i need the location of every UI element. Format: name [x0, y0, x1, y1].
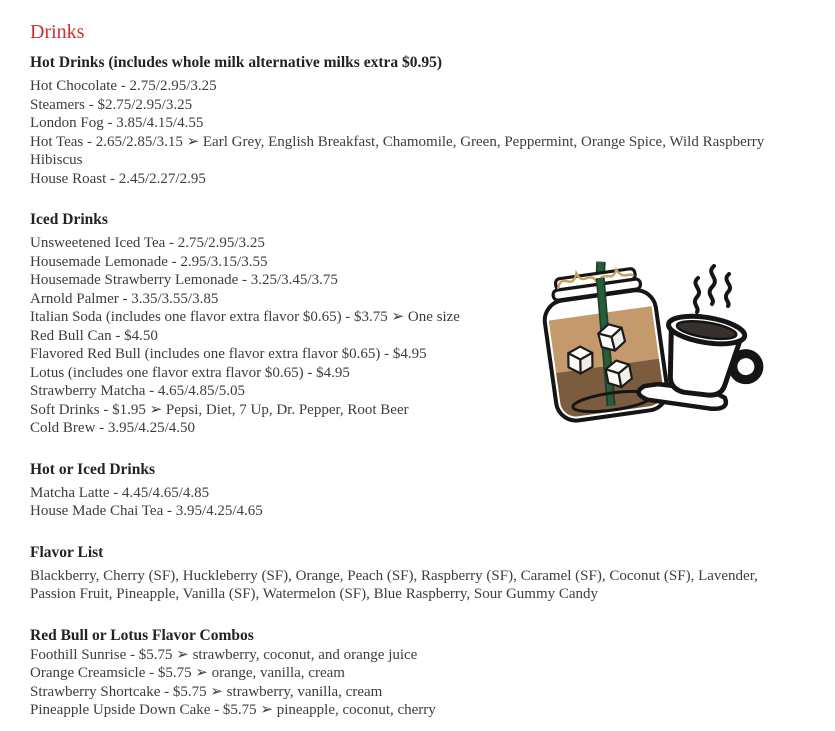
menu-item: Red Bull Can - $4.50 [30, 327, 158, 344]
menu-section [30, 210, 805, 438]
menu-item: Italian Soda (includes one flavor extra flavor $0.65) - $3.75 ➢ One size [30, 309, 460, 325]
menu-item: House Roast - 2.45/2.27/2.95 [30, 170, 206, 187]
menu-item: House Made Chai Tea - 3.95/4.25/4.65 [30, 503, 263, 519]
menu-item: Steamers - $2.75/2.95/3.25 [30, 96, 193, 113]
menu-item: Pineapple Upside Down Cake - $5.75 ➢ pineapple, coconut, cherry [30, 702, 436, 718]
menu-item: Cold Brew - 3.95/4.25/4.50 [30, 420, 195, 436]
menu-section [30, 626, 805, 720]
menu-item: Lotus (includes one flavor extra flavor $0.65) - $4.95 [30, 364, 350, 381]
menu-section [30, 460, 805, 521]
menu-item: Blackberry, Cherry (SF), Huckleberry (SF), Orange, Peach (SF), Raspberry (SF), Caramel (SF), Coconut (SF), Lavender, Passion Fruit, Pineapple, Vanilla (SF), Watermelon (SF), Blue Raspberry, Sour Gummy Candy [30, 567, 758, 602]
menu-item: Arnold Palmer - 3.35/3.55/3.85 [30, 290, 219, 307]
menu-item: London Fog - 3.85/4.15/4.55 [30, 115, 204, 131]
section-heading: Iced Drinks [30, 211, 108, 228]
menu-item: Strawberry Matcha - 4.65/4.85/5.05 [30, 383, 245, 399]
section-heading: Hot Drinks (includes whole milk alternative milks extra $0.95) [30, 54, 443, 71]
menu-item: Matcha Latte - 4.45/4.65/4.85 [30, 484, 210, 501]
menu-item: Flavored Red Bull (includes one flavor extra flavor $0.65) - $4.95 [30, 346, 427, 362]
section-heading: Hot or Iced Drinks [30, 460, 156, 478]
page-title: Drinks [30, 21, 85, 43]
section-heading: Flavor List [30, 543, 104, 561]
menu-item: Foothill Sunrise - $5.75 ➢ strawberry, coconut, and orange juice [30, 646, 418, 663]
menu-item: Strawberry Shortcake - $5.75 ➢ strawberry, vanilla, cream [30, 683, 383, 700]
menu-sections [30, 53, 805, 720]
menu-item: Housemade Strawberry Lemonade - 3.25/3.45/3.75 [30, 272, 338, 288]
section-heading: Red Bull or Lotus Flavor Combos [30, 626, 254, 644]
menu-section [30, 543, 805, 604]
menu-item: Orange Creamsicle - $5.75 ➢ orange, vanilla, cream [30, 665, 345, 681]
menu-item: Unsweetened Iced Tea - 2.75/2.95/3.25 [30, 235, 265, 251]
menu-item: Soft Drinks - $1.95 ➢ Pepsi, Diet, 7 Up, Dr. Pepper, Root Beer [30, 401, 409, 418]
menu-section [30, 53, 805, 188]
menu-item: Hot Chocolate - 2.75/2.95/3.25 [30, 78, 217, 94]
menu-item: Housemade Lemonade - 2.95/3.15/3.55 [30, 253, 268, 270]
menu-item: Hot Teas - 2.65/2.85/3.15 ➢ Earl Grey, English Breakfast, Chamomile, Green, Peppermint, Orange Spice, Wild Raspberry Hibiscus [30, 133, 765, 168]
